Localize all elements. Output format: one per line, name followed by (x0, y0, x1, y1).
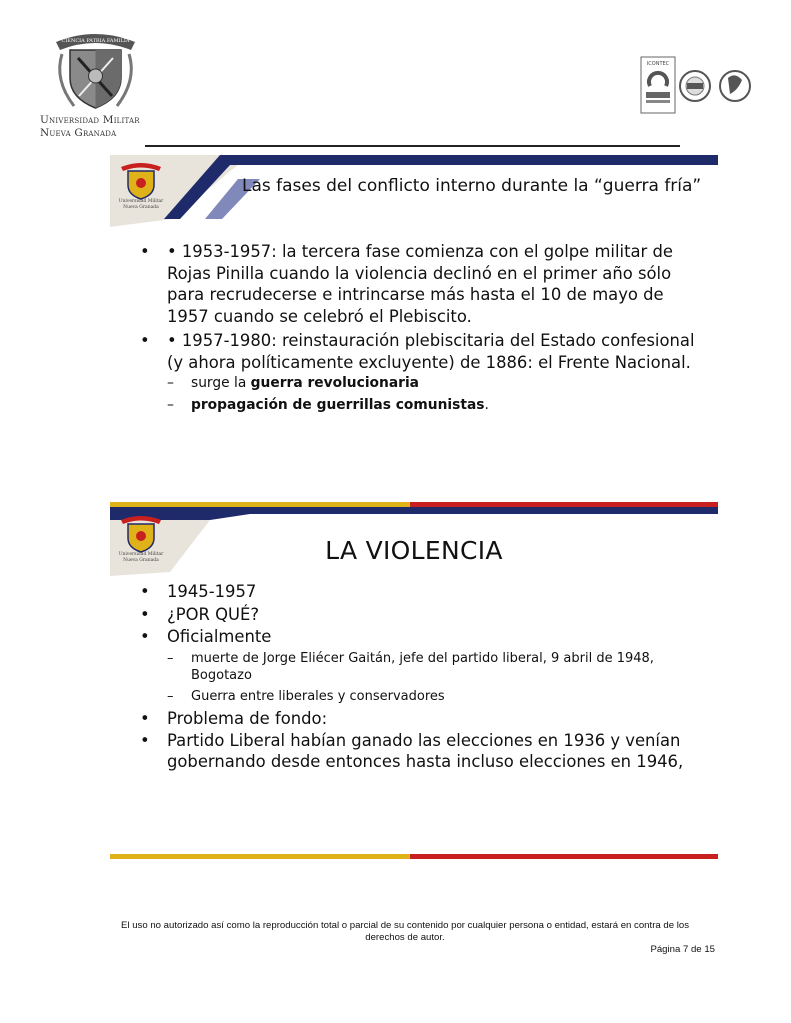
slide-logo-line2: Nueva Granada (123, 205, 159, 210)
university-crest-icon (48, 20, 143, 115)
copyright-notice: El uso no autorizado así como la reproducción total o parcial de su contenido por cualquier persona o entidad, estará en contra de los derechos de autor. (121, 920, 689, 943)
bullet-marker: • (140, 582, 150, 601)
slide-logo-line1: Universidad Militar (118, 552, 164, 557)
seal-certificate-icon (720, 71, 750, 101)
bullet-text: ¿POR QUÉ? (167, 604, 260, 624)
bullet-text: • 1957-1980: reinstauración plebiscitaria del Estado confesional (y ahora políticamente excluyente) de 1886: el Frente Nacional. (167, 331, 695, 372)
page-number: Página 7 de 15 (650, 944, 715, 955)
bullet-text: • 1953-1957: la tercera fase comienza con el golpe militar de Rojas Pinilla cuando la violencia declinó en el primer año sólo para recrudecerse e intrincarse más hasta el 10 de mayo de 1957 cuando se celebró el Plebiscito. (167, 242, 673, 326)
bullet-text: Problema de fondo: (167, 708, 328, 728)
sub-item-bold: propagación de guerrillas comunistas (191, 397, 485, 413)
motto-text: CIENCIA PATRIA FAMILIA (61, 38, 130, 44)
list-item (140, 627, 710, 705)
slide-logo (116, 161, 166, 221)
bullet-marker: • (140, 604, 150, 624)
sub-item-text: muerte de Jorge Eliécer Gaitán, jefe del partido liberal, 9 abril de 1948, Bogotazo (191, 650, 654, 683)
list-item (140, 582, 710, 603)
slide-conflict-phases (110, 155, 718, 475)
sub-item-text: Guerra entre liberales y conservadores (191, 688, 445, 704)
sub-list-item (167, 397, 710, 414)
dash-marker: – (167, 397, 174, 413)
slide-logo-line1: Universidad Militar (118, 199, 164, 204)
list-item (140, 731, 710, 772)
bullet-text: Oficialmente (167, 627, 272, 646)
bullet-list (140, 241, 710, 419)
iqnet-certificate-icon (680, 71, 710, 101)
icontec-certificate-icon (641, 57, 675, 113)
mini-crest-icon (116, 161, 166, 201)
dash-marker: – (167, 375, 174, 391)
dash-marker: – (167, 650, 174, 666)
cert-label: ICONTEC (646, 61, 670, 67)
university-logo (40, 20, 150, 145)
bullet-marker: • (140, 242, 150, 261)
university-name (40, 114, 150, 140)
bullet-marker: • (140, 731, 150, 750)
bullet-marker: • (140, 627, 150, 646)
sub-list (167, 375, 710, 414)
list-item (140, 709, 710, 730)
bullet-list (140, 582, 710, 774)
list-item (140, 605, 710, 626)
bullet-text: 1945-1957 (167, 582, 257, 601)
sub-list-item (167, 688, 710, 705)
university-name-line2: Nueva Granada (40, 127, 117, 139)
sub-list-item (167, 650, 710, 684)
bullet-marker: • (140, 331, 150, 350)
slide-la-violencia (110, 502, 718, 864)
slide-title: Las fases del conflicto interno durante la “guerra fría” (242, 176, 702, 196)
bullet-marker: • (140, 708, 150, 728)
university-name-line1: Universidad Militar (40, 114, 140, 126)
sub-item-prefix: surge la (191, 375, 251, 391)
slide-title: LA VIOLENCIA (325, 536, 503, 565)
sub-item-suffix: . (484, 397, 489, 413)
certification-logos (640, 56, 755, 116)
sub-item-bold: guerra revolucionaria (250, 375, 419, 391)
slide-logo-line2: Nueva Granada (123, 558, 159, 563)
bullet-text: Partido Liberal habían ganado las elecciones en 1936 y venían gobernando desde entonces hasta incluso elecciones en 1946, (167, 731, 684, 771)
sub-list (167, 650, 710, 705)
list-item (140, 330, 710, 414)
dash-marker: – (167, 688, 174, 704)
header-divider (145, 145, 680, 147)
list-item (140, 241, 710, 327)
sub-list-item (167, 375, 710, 392)
